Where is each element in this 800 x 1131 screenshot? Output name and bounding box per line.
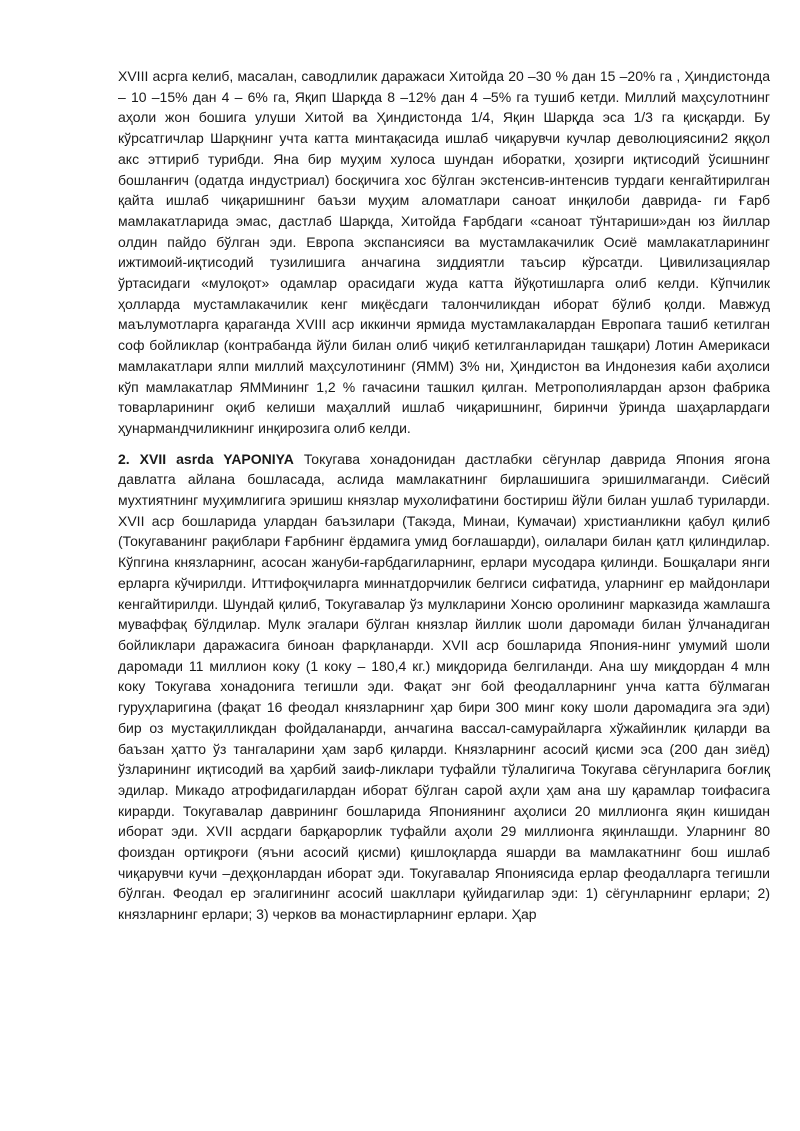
document-page: [118, 66, 770, 925]
section-body-text: Токугава хонадонидан дастлабки сёгунлар даврида Япония ягона давлатга айлана бошласада, аслида мамлакатнинг бирлашишига эришилмаганди. Сиёсий мухтиятнинг муҳимлигига эришиш князлар мухолифатини бостириш йўли билан ушлаб туриларди. XVII аср бошларида улардан баъзилари (Такэда, Минаи, Кумачаи) христианликни қабул қилиб (Токугаванинг рақиблари Ғарбнинг ёрдамига умид боғлашарди), оилалари билан қатл қилиндилар. Кўпгина князларнинг, асосан жануби-ғарбдагиларнинг, ерлари мусодара қилинди. Бошқалари янги ерларга кўчирилди. Иттифоқчиларга миннатдорчилик белгиси сифатида, уларнинг ер майдонлари кенгайтирилди. Шундай қилиб, Токугавалар ўз мулкларини Хонсю оролининг марказида жамлашга муваффақ бўлдилар. Мулк эгалари бўлган князлар йиллик шоли даромади билан ўлчанадиган бойликлари даражасига биноан фарқланарди. XVII аср бошларида Япония-нинг умумий шоли даромади 11 миллион коку (1 коку – 180,4 кг.) миқдорида белгиланди. Ана шу миқдордан 4 млн коку Токугава хонадонига тегишли эди. Фақат энг бой феодалларнинг унча катта бўлмаган гуруҳларигина (фақат 16 феодал князларнинг ҳар бири 300 минг коку шоли даромадига эга эди) бир оз мустақилликдан фойдаланарди, анчагина вассал-самурайларга хўжайинлик қиларди ва баъзан ҳатто ўз тангаларини ҳам зарб қиларди. Князларнинг асосий қисми эса (200 дан зиёд) ўзларининг иқтисодий ва ҳарбий заиф-ликлари туфайли тўлалигича Токугава сёгунларига боғлиқ эдилар. Микадо атрофидагилардан иборат бўлган сарой аҳли ҳам ана шу қарамлар тоифасига кирарди. Токугавалар даврининг бошларида Япониянинг аҳолиси 20 миллионга яқин кишидан иборат эди. XVII асрдаги барқарорлик туфайли аҳоли 29 миллионга яқинлашди. Уларнинг 80 фоиздан ортиқроғи (яъни асосий қисми) қишлоқларда яшарди ва мамлакатнинг бош ишлаб чиқарувчи кучи –деҳқонлардан иборат эди. Токугавалар Япониясида ерлар феодалларга тегишли бўлган. Феодал ер эгалигининг асосий шакллари қуйидагилар эди: 1) сёгунларнинг ерлари; 2) князларнинг ерлари; 3) черков ва монастирларнинг ерлари. Ҳар: [118, 450, 770, 923]
section-heading: 2. XVII asrda YAPONIYA: [118, 450, 294, 467]
paragraph-economic-decline: XVIII асрга келиб, масалан, саводлилик даражаси Хитойда 20 –30 % дан 15 –20% га , Ҳиндистонда – 10 –15% дан 4 – 6% га, Яқип Шарқда 8 –12% дан 4 –5% га тушиб кетди. Миллий маҳсулотнинг аҳоли жон бошига улуши Хитой ва Ҳиндистонда 1/4, Яқин Шарқда эса 1/3 га қисқарди. Бу кўрсатгичлар Шарқнинг учта катта минтақасида ишлаб чиқарувчи кучлар деволюциясини2 яққол акс эттириб турибди. Яна бир муҳим хулоса шундан иборатки, ҳозирги иқтисодий ўсишнинг бошланғич (одатда индустриал) босқичига хос бўлган экстенсив-интенсив турдаги кенгайтирилган қайта ишлаб чиқаришнинг баъзи муҳим аломатлари саноат инқилоби даврида- ги Ғарб мамлакатларида эмас, дастлаб Шарқда, Хитойда Ғарбдаги «саноат тўнтариши»дан юз йиллар олдин пайдо бўлган эди. Европа экспансияси ва мустамлакачилик Осиё мамлакатларининг ижтимоий-иқтисодий тузилишига анчагина зиддиятли таъсир кўрсатди. Цивилизациялар ўртасидаги «мулоқот» одамлар орасидаги жуда катта йўқотишларга олиб келди. Кўпчилик ҳолларда мустамлакачилик кенг миқёсдаги талончиликдан иборат бўлиб қолди. Мавжуд маълумотларга қараганда XVIII аср иккинчи ярмида мустамлакалардан Европага ташиб кетилган соф бойликлар (контрабанда йўли билан олиб чиқиб кетилганларидан ташқари) Лотин Америкаси мамлакатлари ялпи миллий маҳсулотининг (ЯММ) 3% ни, Ҳиндистон ва Индонезия каби аҳолиси кўп мамлакатлар ЯММининг 1,2 % гачасини ташкил қилган. Метрополиялардан арзон фабрика товарларининг оқиб келиши маҳаллий ишлаб чиқаришнинг, биринчи ўринда шаҳарлардаги ҳунармандчиликнинг инқирозига олиб келди.: [118, 68, 770, 436]
paragraph-japan-17th-century: [118, 449, 770, 925]
